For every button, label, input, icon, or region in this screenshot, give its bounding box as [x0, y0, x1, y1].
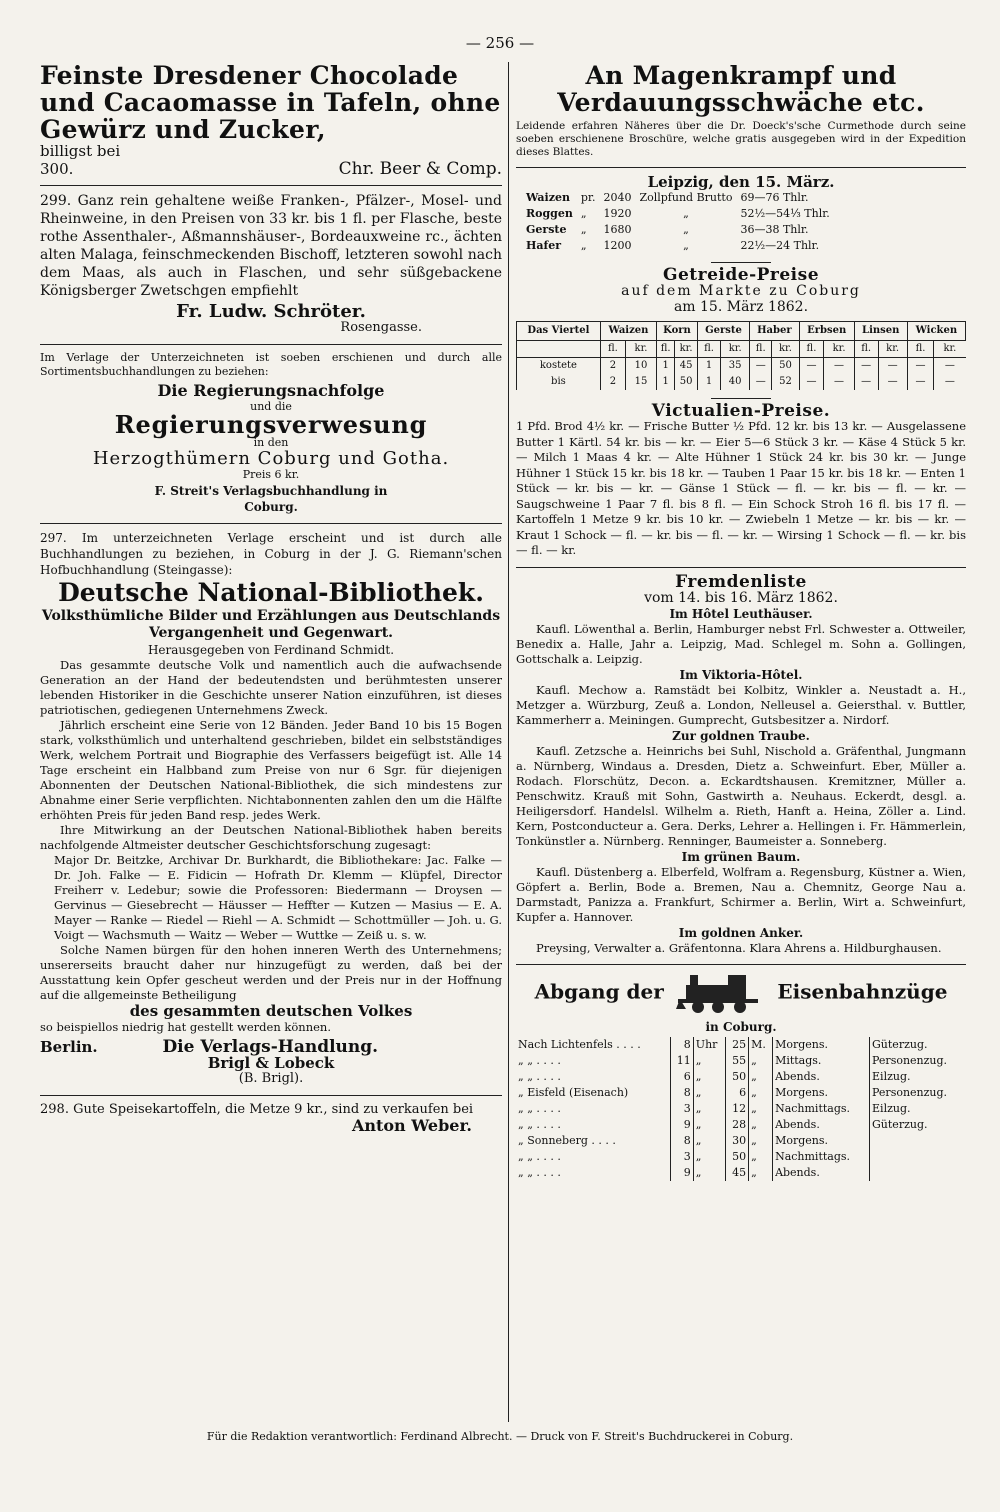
day-time: Morgens.	[773, 1133, 870, 1149]
cell: 50	[772, 358, 799, 375]
min-unit: „	[749, 1165, 773, 1181]
chocolate-ad	[40, 62, 502, 177]
verlag-publisher: F. Streit's Verlagsbuchhandlung in Coburg.	[154, 484, 388, 514]
verlag-intro: Im Verlage der Unterzeichneten ist soeben erschienen und durch alle Sortimentsbuchhandlungen zu beziehen:	[40, 351, 502, 378]
short-divider	[711, 262, 771, 263]
train-type	[870, 1149, 966, 1165]
col-header: Waizen	[600, 322, 656, 341]
col-header: Korn	[657, 322, 698, 341]
train-type	[870, 1165, 966, 1181]
row-label: kostete	[517, 358, 601, 375]
day-time: Abends.	[773, 1069, 870, 1085]
leipzig-row	[522, 222, 834, 238]
cell: 10	[625, 358, 656, 375]
leipzig-heading: Leipzig, den 15. März.	[647, 173, 835, 191]
wine-ad	[40, 192, 502, 336]
destination: „ Sonneberg . . . .	[516, 1133, 670, 1149]
getreide-title: Getreide-Preise	[662, 265, 820, 285]
day-time: Nachmittags.	[773, 1149, 870, 1165]
divider	[516, 964, 966, 965]
divider	[516, 567, 966, 568]
cell: —	[824, 374, 854, 390]
train-row	[516, 1117, 966, 1133]
train-row	[516, 1085, 966, 1101]
divider	[40, 344, 502, 345]
unit-cell: kr.	[772, 341, 799, 358]
hour: 9	[670, 1165, 693, 1181]
cell: 2	[600, 374, 625, 390]
hour: 8	[670, 1085, 693, 1101]
nb-subtitle: Volksthümliche Bilder und Erzählungen aus Deutschlands Vergangenheit und Gegenwart.	[41, 608, 501, 641]
train-type: Personenzug.	[872, 1053, 948, 1067]
minute: 28	[726, 1117, 749, 1133]
min-unit: „	[749, 1053, 773, 1069]
nb-sign-3: (B. Brigl).	[238, 1071, 304, 1086]
nb-editor: Herausgegeben von Ferdinand Schmidt.	[147, 643, 395, 657]
cell: 2	[600, 358, 625, 375]
getreide-units-row	[517, 341, 966, 358]
leipzig-row	[522, 190, 834, 206]
train-row	[516, 1133, 966, 1149]
minute: 50	[726, 1069, 749, 1085]
unit-cell: fl.	[799, 341, 824, 358]
hotel-name: Im grünen Baum.	[681, 849, 801, 864]
potato-ad	[40, 1102, 502, 1134]
col-header: Erbsen	[799, 322, 854, 341]
minute: 12	[726, 1101, 749, 1117]
cell: —	[934, 374, 966, 390]
per: „	[580, 223, 587, 236]
victualien-title: Victualien-Preise.	[651, 401, 831, 421]
getreide-subtitle: auf dem Markte zu Coburg	[621, 283, 861, 299]
train-row	[516, 1053, 966, 1069]
uhr: „	[693, 1149, 725, 1165]
destination: „ „ . . . .	[516, 1117, 670, 1133]
train-row	[516, 1149, 966, 1165]
getreide-header-row	[517, 322, 966, 341]
bahn-title-right: Eisenbahnzüge	[777, 979, 948, 1003]
magen-ad	[516, 62, 966, 159]
fremden-title: Fremdenliste	[675, 571, 807, 592]
leipzig-row	[522, 206, 834, 222]
getreide-row	[517, 358, 966, 375]
magen-title: An Magenkrampf und Verdauungsschwäche etc.	[557, 61, 925, 117]
cell: —	[854, 374, 878, 390]
column-divider	[508, 62, 509, 1422]
nb-paragraph-3: Ihre Mitwirkung an der Deutschen National-Bibliothek haben bereits nachfolgende Altmeister deutscher Geschichtsforschung zugesagt:	[40, 823, 502, 852]
getreide-row	[517, 374, 966, 390]
eisenbahn-schedule	[516, 971, 966, 1181]
bahn-title-left: Abgang der	[534, 979, 664, 1003]
magen-text: Leidende erfahren Näheres über die Dr. Doeck's'sche Curmethode durch seine soeben erschienene Broschüre, welche gratis ausgegeben wird in der Expedition dieses Blattes.	[516, 120, 966, 158]
verlag-price: Preis 6 kr.	[242, 468, 300, 481]
min-unit: „	[749, 1085, 773, 1101]
unit: „	[683, 223, 689, 236]
grain-name: Gerste	[526, 223, 567, 236]
cell: —	[878, 374, 907, 390]
hotel-name: Im Viktoria-Hôtel.	[679, 667, 803, 682]
hour: 8	[670, 1037, 693, 1053]
nb-paragraph-6: so beispiellos niedrig hat gestellt werden können.	[40, 1020, 331, 1034]
nb-place: Berlin.	[40, 1038, 98, 1056]
col-header: Haber	[750, 322, 799, 341]
destination: „ „ . . . .	[516, 1069, 670, 1085]
getreide-date: am 15. März 1862.	[673, 299, 809, 315]
price: 22½—24 Thlr.	[740, 239, 820, 252]
chocolate-firm: Chr. Beer & Comp.	[338, 159, 502, 179]
min-unit: M.	[749, 1037, 773, 1053]
weight: 1920	[603, 207, 632, 220]
cell: 45	[675, 358, 698, 375]
day-time: Morgens.	[773, 1085, 870, 1101]
train-type: Güterzug.	[872, 1117, 928, 1131]
day-time: Mittags.	[773, 1053, 870, 1069]
verlag-ad	[40, 351, 502, 515]
unit-cell: fl.	[697, 341, 720, 358]
potato-signature: Anton Weber.	[351, 1116, 472, 1135]
verlag-and: und die	[250, 400, 292, 413]
price: 36—38 Thlr.	[740, 223, 809, 236]
cell: 35	[721, 358, 750, 375]
cell: 1	[697, 358, 720, 375]
train-row	[516, 1101, 966, 1117]
cell: —	[750, 374, 772, 390]
grain-name: Roggen	[526, 207, 573, 220]
day-time: Abends.	[773, 1117, 870, 1133]
train-table	[516, 1037, 966, 1181]
cell: —	[907, 374, 934, 390]
locomotive-icon	[676, 971, 766, 1019]
right-column	[516, 62, 966, 1422]
unit-cell: kr.	[878, 341, 907, 358]
day-time: Nachmittags.	[773, 1101, 870, 1117]
potato-text: 298. Gute Speisekartoffeln, die Metze 9 kr., sind zu verkaufen bei	[40, 1102, 474, 1117]
train-type: Personenzug.	[872, 1085, 948, 1099]
minute: 30	[726, 1133, 749, 1149]
destination: „ „ . . . .	[516, 1165, 670, 1181]
hotel-name: Im Hôtel Leuthäuser.	[669, 606, 813, 621]
grain-name: Waizen	[526, 191, 570, 204]
wine-street: Rosengasse.	[340, 320, 422, 335]
min-unit: „	[749, 1149, 773, 1165]
verlag-title-3: Herzogthümern Coburg und Gotha.	[92, 448, 450, 469]
grain-name: Hafer	[526, 239, 562, 252]
price: 52½—54⅓ Thlr.	[740, 207, 830, 220]
nb-sign-2: Brigl & Lobeck	[207, 1054, 335, 1072]
page-number: — 256 —	[465, 34, 535, 52]
units-label	[517, 341, 601, 358]
weight: 2040	[603, 191, 632, 204]
bahn-subtitle: in Coburg.	[705, 1019, 777, 1034]
uhr: „	[693, 1133, 725, 1149]
uhr: Uhr	[693, 1037, 725, 1053]
victualien-prices	[516, 403, 966, 559]
unit-cell: fl.	[907, 341, 934, 358]
nb-paragraph-4: Solche Namen bürgen für den hohen inneren Werth des Unternehmens; unsererseits braucht daher nur hinzugefügt zu werden, daß bei der Ausstattung kein Opfer gescheut werden und der Preis nur in der Hoffnung auf die allgemeinste Betheiligung	[40, 943, 502, 1002]
day-time: Morgens.	[773, 1037, 870, 1053]
hotel-name: Zur goldnen Traube.	[672, 728, 810, 743]
per: „	[580, 207, 587, 220]
unit-cell: kr.	[824, 341, 854, 358]
hotel-name: Im goldnen Anker.	[678, 925, 804, 940]
min-unit: „	[749, 1133, 773, 1149]
divider	[40, 523, 502, 524]
per: pr.	[580, 191, 596, 204]
min-unit: „	[749, 1101, 773, 1117]
fremden-date: vom 14. bis 16. März 1862.	[644, 589, 838, 606]
minute: 50	[726, 1149, 749, 1165]
wine-signature: Fr. Ludw. Schröter.	[176, 301, 366, 322]
leipzig-table	[522, 190, 834, 254]
hour: 9	[670, 1117, 693, 1133]
col-header: Das Viertel	[517, 322, 601, 341]
leipzig-row	[522, 238, 834, 254]
hour: 8	[670, 1133, 693, 1149]
uhr: „	[693, 1117, 725, 1133]
col-header: Gerste	[697, 322, 749, 341]
hotel-guests: Kaufl. Düstenberg a. Elberfeld, Wolfram a. Regensburg, Küstner a. Wien, Göpfert a. Berlin, Bode a. Bremen, Nau a. Chemnitz, George Nau a. Darmstadt, Panizza a. Frankfurt, Schirmer a. Berlin, Wirt a. Schweinfurt, Kupfer a. Hannover.	[516, 864, 966, 924]
hour: 11	[670, 1053, 693, 1069]
nb-title: Deutsche National-Bibliothek.	[58, 578, 484, 607]
per: „	[580, 239, 587, 252]
wine-text: 299. Ganz rein gehaltene weiße Franken-, Pfälzer-, Mosel- und Rheinweine, in den Preisen von 33 kr. bis 1 fl. per Flasche, beste rothe Assenthaler-, Aßmannshäuser-, Bordeauxweine rc., ächten alten Malaga, feinschmeckenden Bischoff, letzteren sowohl nach dem Maas, als auch in Flaschen, und sehr süßgebackene Königsberger Zwetschgen empfiehlt	[40, 193, 502, 299]
hotel-guests: Kaufl. Mechow a. Ramstädt bei Kolbitz, Winkler a. Neustadt a. H., Metzger a. Würzburg, Zeuß a. London, Nelleusel a. Geiersthal. v. Buttler, Kammerherr a. Meiningen. Gumprecht, Gutsbesitzer a. Nirdorf.	[516, 682, 966, 727]
unit-cell: fl.	[600, 341, 625, 358]
uhr: „	[693, 1165, 725, 1181]
unit-cell: fl.	[854, 341, 878, 358]
hour: 3	[670, 1149, 693, 1165]
cell: —	[824, 358, 854, 375]
destination: „ Eisfeld (Eisenach)	[516, 1085, 670, 1101]
cell: 1	[657, 358, 675, 375]
cell: —	[934, 358, 966, 375]
footer-imprint: Für die Redaktion verantwortlich: Ferdinand Albrecht. — Druck von F. Streit's Buchdruckerei in Coburg.	[206, 1430, 794, 1443]
train-row	[516, 1069, 966, 1085]
cell: —	[799, 358, 824, 375]
divider	[40, 1095, 502, 1096]
day-time: Abends.	[773, 1165, 870, 1181]
col-header: Wicken	[907, 322, 965, 341]
cell: —	[750, 358, 772, 375]
min-unit: „	[749, 1069, 773, 1085]
unit-cell: fl.	[750, 341, 772, 358]
min-unit: „	[749, 1117, 773, 1133]
cell: 1	[657, 374, 675, 390]
col-header: Linsen	[854, 322, 907, 341]
national-bibliothek-ad	[40, 530, 502, 1087]
unit-cell: kr.	[721, 341, 750, 358]
unit: „	[683, 207, 689, 220]
nb-volkes: des gesammten deutschen Volkes	[129, 1002, 413, 1020]
chocolate-tail: billigst bei	[40, 142, 121, 160]
cell: 50	[675, 374, 698, 390]
train-row	[516, 1037, 966, 1053]
verlag-in: in den	[253, 436, 289, 449]
cell: —	[878, 358, 907, 375]
hour: 3	[670, 1101, 693, 1117]
nb-paragraph-2: Jährlich erscheint eine Serie von 12 Bänden. Jeder Band 10 bis 15 Bogen stark, volksthümlich und unterhaltend geschrieben, bildet ein selbstständiges Werk, welchem Portrait und Biographie des Verfassers beigefügt ist. Alle 14 Tage erscheint ein Halbband zum Preise von nur 6 Sgr. für diejenigen Abonnenten der Deutschen National-Bibliothek, die sich mindestens zur Abnahme einer Serie verpflichten. Nichtabonnenten zahlen den um die Hälfte erhöhten Preis für jeden Band resp. jedes Werk.	[40, 718, 502, 822]
getreide-prices	[516, 267, 966, 390]
weight: 1680	[603, 223, 632, 236]
unit: „	[683, 239, 689, 252]
uhr: „	[693, 1069, 725, 1085]
destination: „ „ . . . .	[516, 1149, 670, 1165]
minute: 25	[726, 1037, 749, 1053]
leipzig-prices	[516, 174, 966, 254]
train-type: Güterzug.	[872, 1037, 928, 1051]
divider	[516, 167, 966, 168]
uhr: „	[693, 1101, 725, 1117]
hour: 6	[670, 1069, 693, 1085]
unit-cell: kr.	[675, 341, 698, 358]
unit-cell: fl.	[657, 341, 675, 358]
destination: Nach Lichtenfels . . . .	[516, 1037, 670, 1053]
cell: 52	[772, 374, 799, 390]
hotel-guests: Preysing, Verwalter a. Gräfentonna. Klara Ahrens a. Hildburghausen.	[536, 940, 942, 955]
train-row	[516, 1165, 966, 1181]
hotel-guests: Kaufl. Löwenthal a. Berlin, Hamburger nebst Frl. Schwester a. Ottweiler, Benedix a. Halle, Jahr a. Leipzig, Mad. Schlegel m. Sohn a. Gollingen, Gottschalk a. Leipzig.	[516, 621, 966, 666]
cell: —	[799, 374, 824, 390]
train-type: Eilzug.	[872, 1069, 911, 1083]
unit-cell: kr.	[625, 341, 656, 358]
cell: —	[907, 358, 934, 375]
nb-paragraph-1: Das gesammte deutsche Volk und namentlich auch die aufwachsende Generation an der Hand der bedeutendsten und berühmtesten unserer lebenden Historiker in die Geschichte unserer Nation einzuführen, ist dieses patriotischen, gediegenen Unternehmens Zweck.	[40, 658, 502, 717]
weight: 1200	[603, 239, 632, 252]
unit-cell: kr.	[934, 341, 966, 358]
divider	[40, 185, 502, 186]
victualien-text: 1 Pfd. Brod 4½ kr. — Frische Butter ½ Pfd. 12 kr. bis 13 kr. — Ausgelassene Butter 1 Kärtl. 54 kr. bis — kr. — Eier 5—6 Stück 3 kr. — Käse 4 Stück 5 kr. — Milch 1 Maas 4 kr. — Alte Hühner 1 Stück 24 kr. bis 30 kr. — Junge Hühner 1 Stück 15 kr. bis 18 kr. — Tauben 1 Paar 15 kr. bis 18 kr. — Enten 1 Stück — kr. bis — kr. — Gänse 1 Stück — fl. — kr. bis — fl. — kr. — Saugschweine 1 Paar 7 fl. bis 8 fl. — Ein Schock Stroh 16 fl. bis 17 fl. — Kartoffeln 1 Metze 9 kr. bis 10 kr. — Zwiebeln 1 Metze — kr. bis — kr. — Kraut 1 Schock — fl. — kr. bis — fl. — kr. — Wirsing 1 Schock — fl. — kr. bis — fl. — kr.	[516, 419, 966, 557]
unit: Zollpfund Brutto	[639, 191, 733, 204]
hotel-guests: Kaufl. Zetzsche a. Heinrichs bei Suhl, Nischold a. Gräfenthal, Jungmann a. Nürnberg, Windaus a. Dresden, Dietz a. Schweinfurt. Eber, Müller a. Rodach. Florschütz, Decon. a. Eckardtshausen. Kremitzner, Müller a. Penschwitz. Krauß mit Sohn, Gastwirth a. Neuhaus. Eckerdt, desgl. a. Heiligersdorf. Handelsl. Wilhelm a. Rieth, Hanft a. Heina, Zöller a. Lind. Kern, Postconducteur a. Gera. Derks, Lehrer a. Hellingen i. Fr. Hämmerlein, Tonkünstler a. Nürnberg. Renninger, Baumeister a. Sonneberg.	[516, 743, 966, 848]
minute: 45	[726, 1165, 749, 1181]
verlag-title-2: Regierungsverwesung	[114, 410, 428, 439]
fremdenliste	[516, 571, 966, 956]
verlag-title-1: Die Regierungsnachfolge	[157, 381, 385, 400]
uhr: „	[693, 1085, 725, 1101]
nb-intro: 297. Im unterzeichneten Verlage erscheint und ist durch alle Buchhandlungen zu beziehen, in Coburg in der J. G. Riemann'schen Hofbuchhandlung (Steingasse):	[40, 531, 502, 577]
getreide-table	[516, 321, 966, 390]
minute: 6	[726, 1085, 749, 1101]
chocolate-number: 300.	[40, 160, 74, 178]
train-type: Eilzug.	[872, 1101, 911, 1115]
left-column	[40, 62, 502, 1422]
destination: „ „ . . . .	[516, 1101, 670, 1117]
nb-names: Major Dr. Beitzke, Archivar Dr. Burkhardt, die Bibliothekare: Jac. Falke — Dr. Joh. Falke — E. Fidicin — Hofrath Dr. Klemm — Klüpfel, Director Freiherr v. Ledebur; sowie die Professoren: Biedermann — Droysen — Gervinus — Giesebrecht — Häusser — Heffter — Kutzen — Masius — E. A. Mayer — Ranke — Riedel — Riehl — A. Schmidt — Schottmüller — Joh. u. G. Voigt — Wachsmuth — Waitz — Weber — Wuttke — Zeiß u. s. w.	[54, 853, 502, 942]
chocolate-headline: Feinste Dresdener Chocolade und Cacaomasse in Tafeln, ohne Gewürz und Zucker,	[40, 61, 501, 144]
cell: 15	[625, 374, 656, 390]
row-label: bis	[517, 374, 601, 390]
uhr: „	[693, 1053, 725, 1069]
train-type	[870, 1133, 966, 1149]
cell: —	[854, 358, 878, 375]
minute: 55	[726, 1053, 749, 1069]
cell: 40	[721, 374, 750, 390]
cell: 1	[697, 374, 720, 390]
short-divider	[711, 398, 771, 399]
price: 69—76 Thlr.	[740, 191, 809, 204]
destination: „ „ . . . .	[516, 1053, 670, 1069]
nb-sign-1: Die Verlags-Handlung.	[162, 1037, 379, 1057]
